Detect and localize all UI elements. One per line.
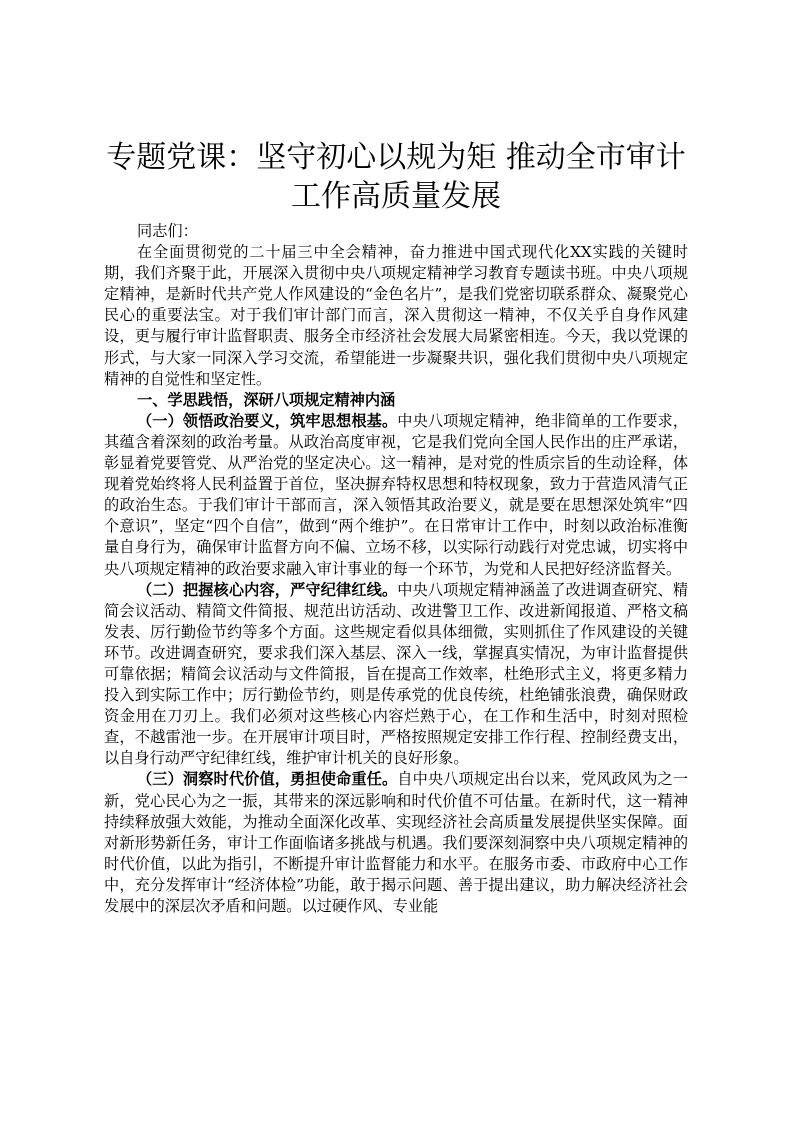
subsection-2-paragraph [104,580,688,770]
document-page [104,138,688,917]
subsection-3-text: 自中央八项规定出台以来，党风政风为之一新，党心民心为之一振，其带来的深远影响和时代价值不可估量。在新时代，这一精神持续释放强大效能，为推动全面深化改革、实现经济社会高质量发展提供坚实保障。面对新形势新任务，审计工作面临诸多挑战与机遇。我们要深刻洞察中央八项规定精神的时代价值，以此为指引，不断提升审计监督能力和水平。在服务市委、市政府中心工作中，充分发挥审计“经济体检”功能，敢于揭示问题、善于提出建议，助力解决经济社会发展中的深层次矛盾和问题。以过硬作风、专业能 [104,770,689,915]
document-title [104,138,688,216]
title-line-1: 专题党课：坚守初心以规为矩 推动全市审计 [106,140,686,175]
subsection-3-heading: （三）洞察时代价值，勇担使命重任。 [137,770,398,789]
subsection-1-heading: （一）领悟政治要义，筑牢思想根基。 [137,411,398,430]
title-line-2: 工作高质量发展 [291,179,501,214]
subsection-2-text: 中央八项规定精神涵盖了改进调查研究、精简会议活动、精简文件简报、规范出访活动、改进警卫工作、改进新闻报道、严格文稿发表、厉行勤俭节约等多个方面。这些规定看似具体细微，实则抓住了作风建设的关键环节。改进调查研究，要求我们深入基层、深入一线，掌握真实情况，为审计监督提供可靠依据；精简会议活动与文件简报，旨在提高工作效率，杜绝形式主义，将更多精力投入到实际工作中；厉行勤俭节约，则是传承党的优良传统，杜绝铺张浪费，确保财政资金用在刀刃上。我们必须对这些核心内容烂熟于心，在工作和生活中，时刻对照检查，不越雷池一步。在开展审计项目时，严格按照规定安排工作行程、控制经费支出，以自身行动严守纪律红线，维护审计机关的良好形象。 [104,580,689,768]
subsection-2-heading: （二）把握核心内容，严守纪律红线。 [137,580,398,599]
salutation: 同志们： [137,222,198,240]
subsection-3-paragraph [104,769,688,917]
section-1-heading: 一、学思践悟，深研八项规定精神内涵 [137,390,396,409]
subsection-1-paragraph [104,411,688,580]
intro-paragraph: 在全面贯彻党的二十届三中全会精神，奋力推进中国式现代化XX实践的关键时期，我们齐聚于此，开展深入贯彻中央八项规定精神学习教育专题读书班。中央八项规定精神，是新时代共产党人作风建设的“金色名片”，是我们党密切联系群众、凝聚党心民心的重要法宝。对于我们审计部门而言，深入贯彻这一精神，不仅关乎自身作风建设，更与履行审计监督职责、服务全市经济社会发展大局紧密相连。今天，我以党课的形式，与大家一同深入学习交流，希望能进一步凝聚共识，强化我们贯彻中央八项规定精神的自觉性和坚定性。 [104,243,688,388]
subsection-1-text: 中央八项规定精神，绝非简单的工作要求，其蕴含着深刻的政治考量。从政治高度审视，它是我们党向全国人民作出的庄严承诺，彰显着党要管党、从严治党的坚定决心。这一精神，是对党的性质宗旨的生动诠释，体现着党始终将人民利益置于首位，坚决摒弃特权思想和特权现象，致力于营造风清气正的政治生态。于我们审计干部而言，深入领悟其政治要义，就是要在思想深处筑牢“四个意识”，坚定“四个自信”，做到“两个维护”。在日常审计工作中，时刻以政治标准衡量自身行为，确保审计监督方向不偏、立场不移，以实际行动践行对党忠诚，切实将中央八项规定精神的政治要求融入审计事业的每一个环节，为党和人民把好经济监督关。 [104,411,689,578]
